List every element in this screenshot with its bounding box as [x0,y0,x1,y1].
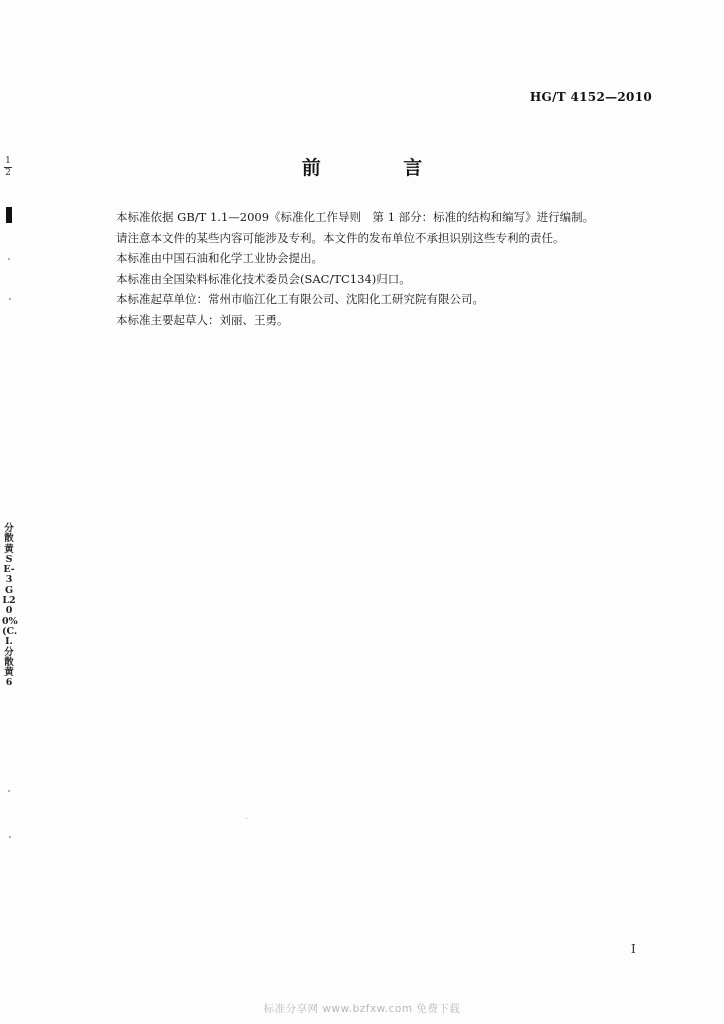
foreword-body [116,207,656,330]
paragraph-patent-notice: 请注意本文件的某些内容可能涉及专利。本文件的发布单位不承担识别这些专利的责任。 [116,230,565,245]
scan-speck [9,298,11,300]
margin-vertical-note: 分散黄SE-3GL200%(C.I.分散黄6 [2,523,18,689]
scan-speck [246,818,247,819]
page-number: I [631,942,636,956]
paragraph-administrator: 本标准由全国染料标准化技术委员会(SAC/TC134)归口。 [116,271,411,286]
paragraph-proposer: 本标准由中国石油和化学工业协会提出。 [116,251,323,265]
fraction-denominator: 2 [5,168,11,178]
standard-code: HG/T 4152—2010 [529,90,652,104]
margin-black-tab [6,207,12,223]
scan-speck [8,258,10,260]
margin-fraction-mark [3,157,13,178]
scan-speck [9,836,11,838]
fraction-numerator: 1 [5,156,11,166]
scan-speck [8,790,10,792]
page-title: 前 言 [301,157,461,179]
paragraph-main-drafters: 本标准主要起草人：刘丽、王勇。 [116,312,289,327]
paragraph-drafting-units: 本标准起草单位：常州市临江化工有限公司、沈阳化工研究院有限公司。 [116,292,484,306]
footer-watermark: 标准分享网 www.bzfxw.com 免费下载 [263,1003,461,1015]
paragraph-drafting-basis: 本标准依据 GB/T 1.1—2009《标准化工作导则 第 1 部分：标准的结构和编写》进行编制。 [116,210,595,224]
